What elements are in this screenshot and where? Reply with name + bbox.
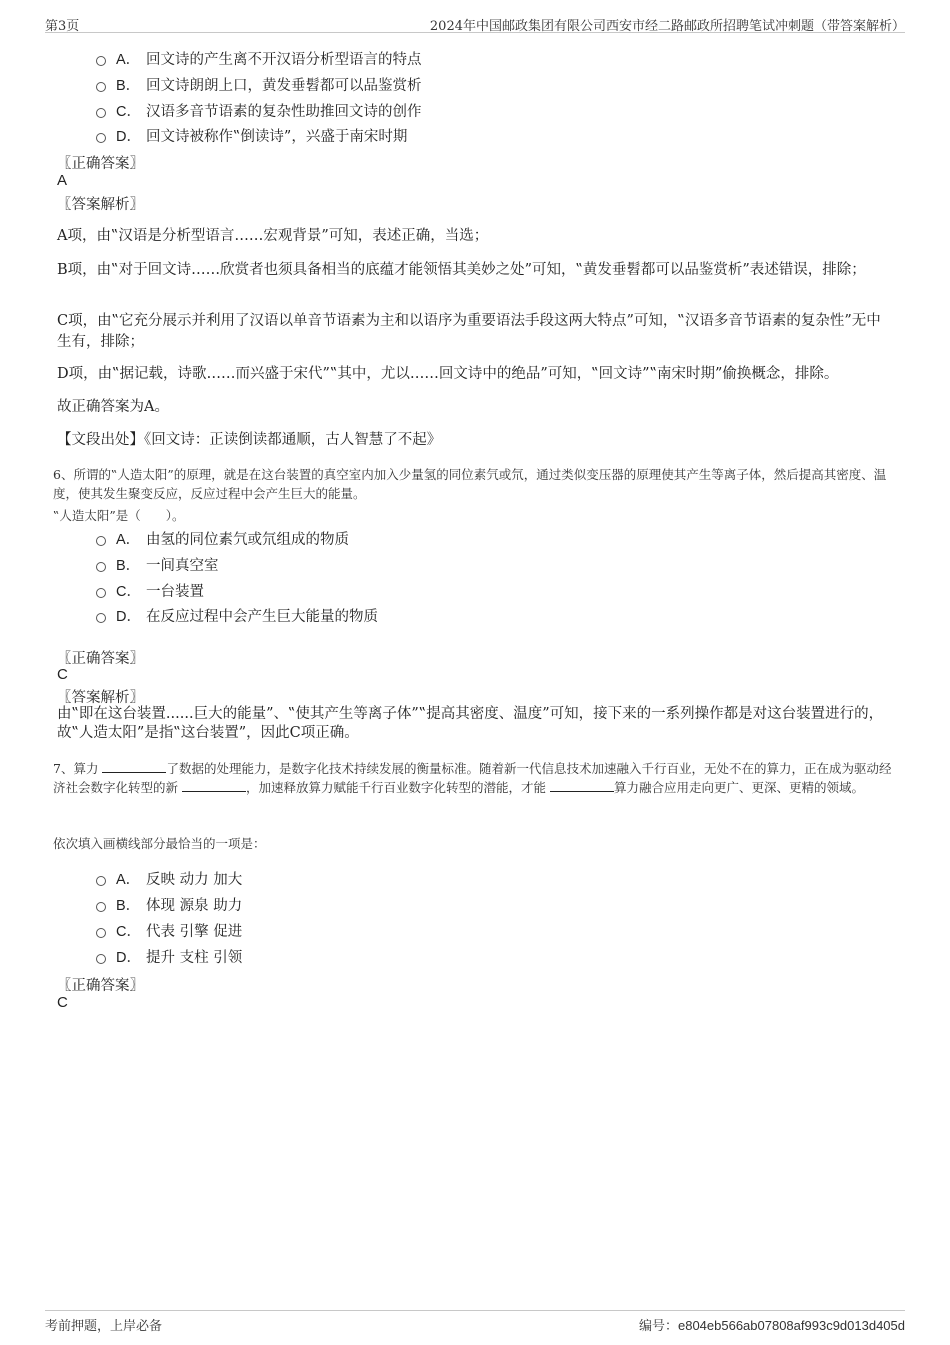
fill-blank-1[interactable] [102, 760, 166, 773]
q7-answer: C [57, 994, 68, 1011]
q5-analysis-label: 〖答案解析〗 [57, 197, 144, 213]
q7-stem: 7、算力 了数据的处理能力，是数字化技术持续发展的衡量标准。随着新一代信息技术加速融入千行百业，无处不在的算力，正在成为驱动经济社会数字化转型的新 ，加速释放算力赋能千行百业数字化转型的潜能，才能 算力融合应用走向更广、更深、更精的领域。 [53, 761, 892, 795]
q7-option-b[interactable]: B． 体现 源泉 助力 [96, 894, 242, 915]
q5-analysis-b: B项，由‟对于回文诗……欣赏者也须具备相当的底蕴才能领悟其美妙之处”可知，‟黄发垂髫都可以品鉴赏析”表述错误，排除； [57, 262, 866, 278]
radio-icon[interactable] [96, 562, 106, 572]
radio-icon[interactable] [96, 954, 106, 964]
q5-conclusion: 故正确答案为A。 [57, 399, 169, 415]
radio-icon[interactable] [96, 613, 106, 623]
q6-option-b[interactable]: B． 一间真空室 [96, 554, 219, 575]
q5-analysis-c: C项，由‟它充分展示并利用了汉语以单音节语素为主和以语序为重要语法手段这两大特点”可知，‟汉语多音节语素的复杂性”无中生有，排除； [57, 313, 881, 350]
radio-icon[interactable] [96, 902, 106, 912]
q7-option-d[interactable]: D． 提升 支柱 引领 [96, 946, 242, 967]
radio-icon[interactable] [96, 536, 106, 546]
q6-option-a[interactable]: A． 由氢的同位素氕或氘组成的物质 [96, 528, 349, 549]
q6-answer-label: 〖正确答案〗 [57, 651, 144, 667]
q6-analysis: 由‟即在这台装置......巨大的能量”、‟使其产生等离子体”‟提高其密度、温度”可知，接下来的一系列操作都是对这台装置进行的，故‟人造太阳”是指‟这台装置”，因此C项正确。 [57, 706, 884, 741]
fill-blank-2[interactable] [182, 779, 246, 792]
radio-icon[interactable] [96, 56, 106, 66]
q5-option-c[interactable]: C． 汉语多音节语素的复杂性助推回文诗的创作 [96, 100, 422, 121]
q7-option-a[interactable]: A． 反映 动力 加大 [96, 868, 242, 889]
radio-icon[interactable] [96, 108, 106, 118]
q6-option-d[interactable]: D． 在反应过程中会产生巨大能量的物质 [96, 605, 378, 626]
radio-icon[interactable] [96, 133, 106, 143]
radio-icon[interactable] [96, 588, 106, 598]
footer-slogan: 考前押题，上岸必备 [45, 1319, 163, 1334]
q6-stem: 6、所谓的‟人造太阳”的原理，就是在这台装置的真空室内加入少量氢的同位素氕或氘，通过类似变压器的原理使其产生等离子体，然后提高其密度、温度，使其发生聚变反应，反应过程中会产生巨大的能量。 [53, 467, 887, 501]
q5-option-d[interactable]: D． 回文诗被称作‟倒读诗”，兴盛于南宋时期 [96, 125, 407, 146]
radio-icon[interactable] [96, 82, 106, 92]
q6-analysis-label: 〖答案解析〗 [57, 690, 144, 706]
document-title: 2024年中国邮政集团有限公司西安市经二路邮政所招聘笔试冲刺题（带答案解析） [429, 19, 905, 34]
q5-analysis-d: D项，由‟据记载，诗歌……而兴盛于宋代”‟其中，尤以……回文诗中的绝品”可知，‟回文诗”‟南宋时期”偷换概念，排除。 [57, 366, 839, 382]
document-code: 编号：e804eb566ab07808af993c9d013d405d [638, 1318, 905, 1334]
q7-option-c[interactable]: C． 代表 引擎 促进 [96, 920, 242, 941]
page-number: 第3页 [45, 19, 80, 34]
q7-answer-label: 〖正确答案〗 [57, 978, 144, 994]
radio-icon[interactable] [96, 876, 106, 886]
page-footer [45, 1310, 905, 1335]
radio-icon[interactable] [96, 928, 106, 938]
q5-option-b[interactable]: B． 回文诗朗朗上口，黄发垂髫都可以品鉴赏析 [96, 74, 422, 95]
q5-answer: A [57, 172, 68, 189]
page-header [45, 14, 905, 33]
fill-blank-3[interactable] [550, 779, 614, 792]
q7-instruction: 依次填入画横线部分最恰当的一项是： [53, 836, 266, 851]
q5-option-a[interactable]: A． 回文诗的产生离不开汉语分析型语言的特点 [96, 48, 422, 69]
q6-option-c[interactable]: C． 一台装置 [96, 580, 204, 601]
q5-source: 【文段出处】《回文诗：正读倒读都通顺，古人智慧了不起》 [57, 432, 442, 448]
q6-answer: C [57, 666, 68, 683]
q5-analysis-a: A项，由‟汉语是分析型语言……宏观背景”可知，表述正确，当选； [57, 228, 489, 244]
q6-question: ‟人造太阳”是（ ）。 [53, 508, 185, 523]
q5-answer-label: 〖正确答案〗 [57, 156, 144, 172]
